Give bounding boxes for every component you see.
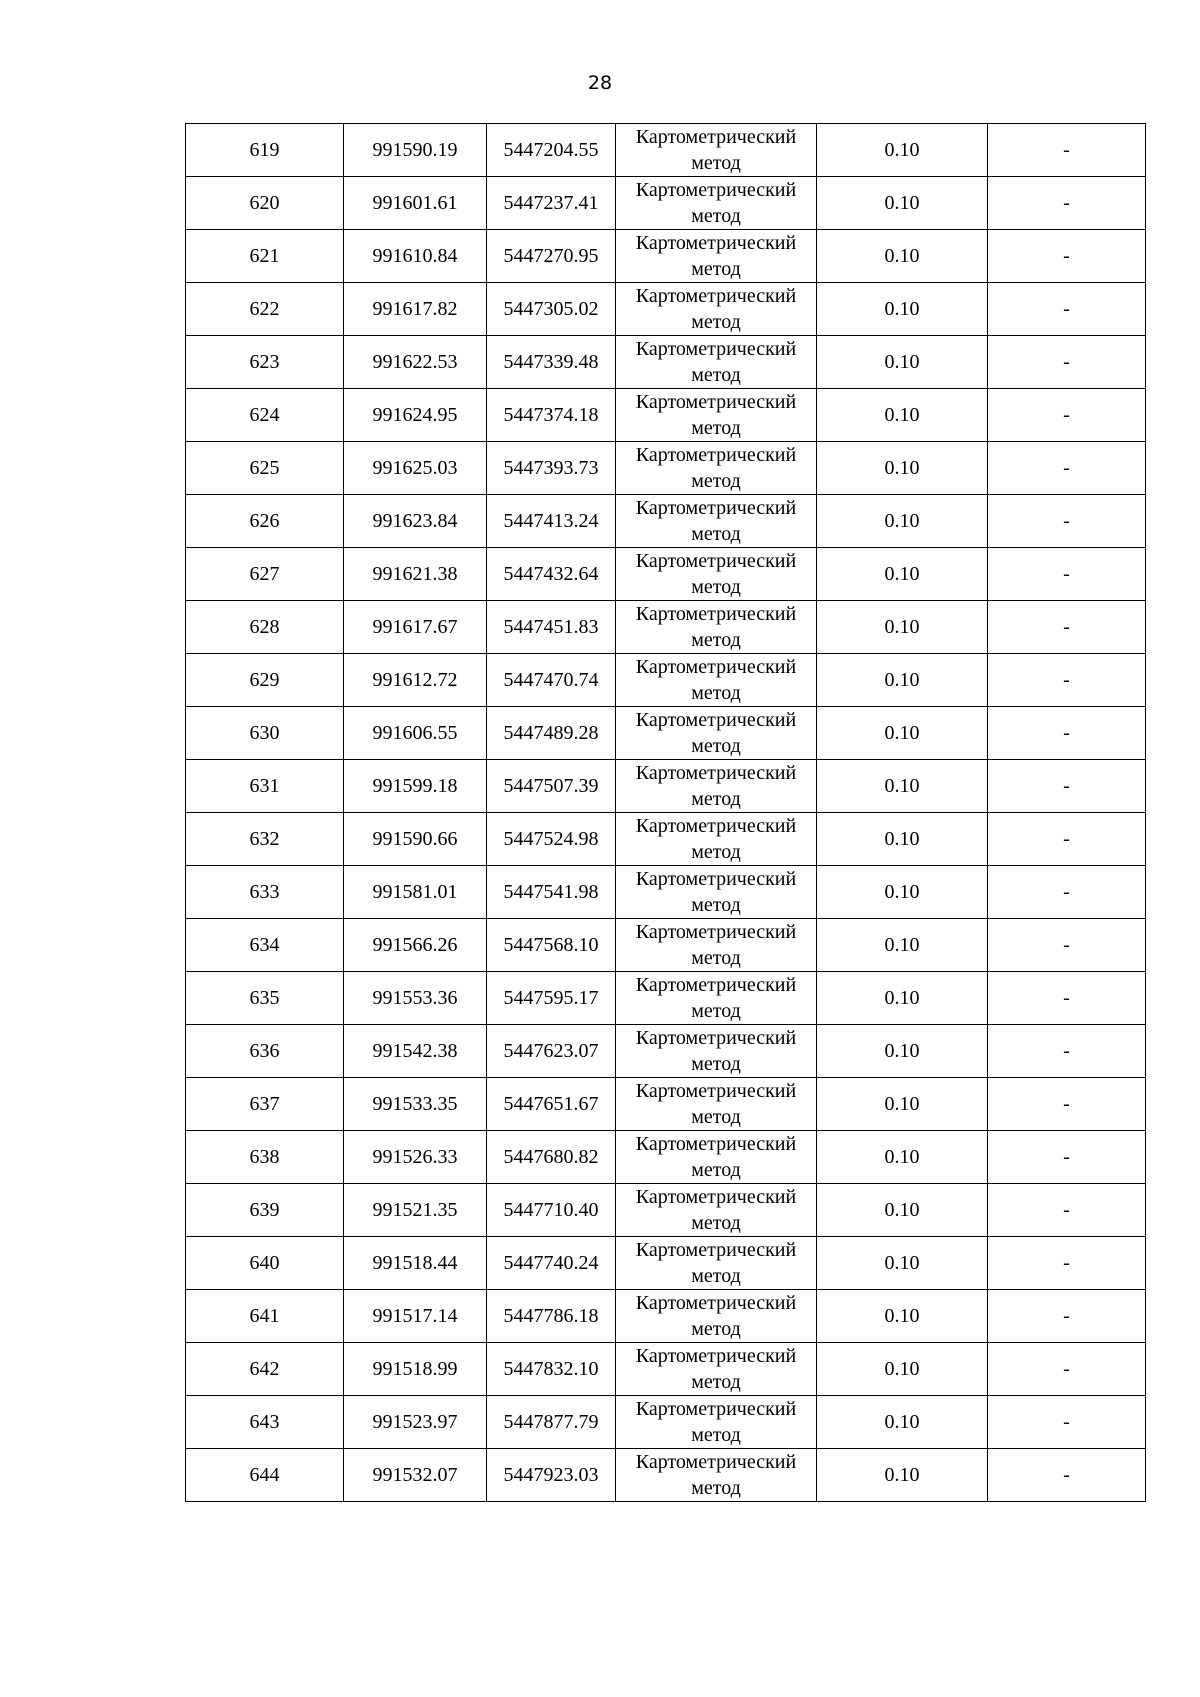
- y-coordinate-cell: 5447305.02: [487, 283, 616, 336]
- table-row: [186, 1396, 1146, 1449]
- y-coordinate-cell: 5447489.28: [487, 707, 616, 760]
- accuracy-cell: 0.10: [817, 972, 988, 1025]
- method-cell: Картометрический метод: [616, 548, 817, 601]
- description-cell: -: [988, 389, 1146, 442]
- y-coordinate-cell: 5447786.18: [487, 1290, 616, 1343]
- description-cell: -: [988, 283, 1146, 336]
- description-cell: -: [988, 548, 1146, 601]
- point-number-cell: 628: [186, 601, 344, 654]
- table-row: [186, 1290, 1146, 1343]
- table-row: [186, 1343, 1146, 1396]
- method-cell: Картометрический метод: [616, 1343, 817, 1396]
- x-coordinate-cell: 991518.44: [344, 1237, 487, 1290]
- table-row: [186, 813, 1146, 866]
- method-cell: Картометрический метод: [616, 230, 817, 283]
- accuracy-cell: 0.10: [817, 919, 988, 972]
- accuracy-cell: 0.10: [817, 442, 988, 495]
- y-coordinate-cell: 5447524.98: [487, 813, 616, 866]
- accuracy-cell: 0.10: [817, 1449, 988, 1502]
- description-cell: -: [988, 442, 1146, 495]
- accuracy-cell: 0.10: [817, 707, 988, 760]
- table-row: [186, 1131, 1146, 1184]
- x-coordinate-cell: 991625.03: [344, 442, 487, 495]
- table-row: [186, 124, 1146, 177]
- point-number-cell: 623: [186, 336, 344, 389]
- method-cell: Картометрический метод: [616, 389, 817, 442]
- y-coordinate-cell: 5447710.40: [487, 1184, 616, 1237]
- point-number-cell: 644: [186, 1449, 344, 1502]
- coordinates-table-body: [186, 124, 1146, 1502]
- table-row: [186, 336, 1146, 389]
- method-cell: Картометрический метод: [616, 601, 817, 654]
- description-cell: -: [988, 230, 1146, 283]
- x-coordinate-cell: 991581.01: [344, 866, 487, 919]
- point-number-cell: 626: [186, 495, 344, 548]
- y-coordinate-cell: 5447413.24: [487, 495, 616, 548]
- method-cell: Картометрический метод: [616, 654, 817, 707]
- y-coordinate-cell: 5447432.64: [487, 548, 616, 601]
- y-coordinate-cell: 5447470.74: [487, 654, 616, 707]
- point-number-cell: 624: [186, 389, 344, 442]
- method-cell: Картометрический метод: [616, 813, 817, 866]
- table-row: [186, 866, 1146, 919]
- description-cell: -: [988, 972, 1146, 1025]
- x-coordinate-cell: 991610.84: [344, 230, 487, 283]
- table-row: [186, 442, 1146, 495]
- table-row: [186, 601, 1146, 654]
- x-coordinate-cell: 991521.35: [344, 1184, 487, 1237]
- description-cell: -: [988, 336, 1146, 389]
- y-coordinate-cell: 5447237.41: [487, 177, 616, 230]
- y-coordinate-cell: 5447595.17: [487, 972, 616, 1025]
- point-number-cell: 634: [186, 919, 344, 972]
- description-cell: -: [988, 919, 1146, 972]
- point-number-cell: 625: [186, 442, 344, 495]
- point-number-cell: 631: [186, 760, 344, 813]
- accuracy-cell: 0.10: [817, 177, 988, 230]
- method-cell: Картометрический метод: [616, 1131, 817, 1184]
- y-coordinate-cell: 5447832.10: [487, 1343, 616, 1396]
- table-row: [186, 760, 1146, 813]
- description-cell: -: [988, 866, 1146, 919]
- point-number-cell: 633: [186, 866, 344, 919]
- description-cell: -: [988, 495, 1146, 548]
- point-number-cell: 642: [186, 1343, 344, 1396]
- point-number-cell: 620: [186, 177, 344, 230]
- point-number-cell: 632: [186, 813, 344, 866]
- page-number: 28: [587, 72, 613, 94]
- description-cell: -: [988, 1184, 1146, 1237]
- table-row: [186, 548, 1146, 601]
- description-cell: -: [988, 601, 1146, 654]
- table-row: [186, 919, 1146, 972]
- point-number-cell: 619: [186, 124, 344, 177]
- x-coordinate-cell: 991566.26: [344, 919, 487, 972]
- accuracy-cell: 0.10: [817, 230, 988, 283]
- point-number-cell: 638: [186, 1131, 344, 1184]
- accuracy-cell: 0.10: [817, 1237, 988, 1290]
- method-cell: Картометрический метод: [616, 972, 817, 1025]
- table-row: [186, 1184, 1146, 1237]
- x-coordinate-cell: 991612.72: [344, 654, 487, 707]
- table-row: [186, 177, 1146, 230]
- accuracy-cell: 0.10: [817, 548, 988, 601]
- description-cell: -: [988, 1131, 1146, 1184]
- description-cell: -: [988, 760, 1146, 813]
- y-coordinate-cell: 5447507.39: [487, 760, 616, 813]
- x-coordinate-cell: 991553.36: [344, 972, 487, 1025]
- coordinates-table: [185, 123, 1146, 1502]
- method-cell: Картометрический метод: [616, 707, 817, 760]
- x-coordinate-cell: 991542.38: [344, 1025, 487, 1078]
- x-coordinate-cell: 991532.07: [344, 1449, 487, 1502]
- x-coordinate-cell: 991599.18: [344, 760, 487, 813]
- accuracy-cell: 0.10: [817, 760, 988, 813]
- table-row: [186, 654, 1146, 707]
- description-cell: -: [988, 1343, 1146, 1396]
- method-cell: Картометрический метод: [616, 283, 817, 336]
- accuracy-cell: 0.10: [817, 866, 988, 919]
- accuracy-cell: 0.10: [817, 1078, 988, 1131]
- accuracy-cell: 0.10: [817, 1131, 988, 1184]
- point-number-cell: 640: [186, 1237, 344, 1290]
- x-coordinate-cell: 991606.55: [344, 707, 487, 760]
- method-cell: Картометрический метод: [616, 760, 817, 813]
- x-coordinate-cell: 991623.84: [344, 495, 487, 548]
- table-row: [186, 972, 1146, 1025]
- accuracy-cell: 0.10: [817, 495, 988, 548]
- description-cell: -: [988, 707, 1146, 760]
- y-coordinate-cell: 5447451.83: [487, 601, 616, 654]
- accuracy-cell: 0.10: [817, 654, 988, 707]
- y-coordinate-cell: 5447374.18: [487, 389, 616, 442]
- method-cell: Картометрический метод: [616, 1025, 817, 1078]
- description-cell: -: [988, 124, 1146, 177]
- point-number-cell: 621: [186, 230, 344, 283]
- table-row: [186, 230, 1146, 283]
- x-coordinate-cell: 991517.14: [344, 1290, 487, 1343]
- description-cell: -: [988, 813, 1146, 866]
- y-coordinate-cell: 5447923.03: [487, 1449, 616, 1502]
- method-cell: Картометрический метод: [616, 442, 817, 495]
- x-coordinate-cell: 991617.67: [344, 601, 487, 654]
- point-number-cell: 643: [186, 1396, 344, 1449]
- table-row: [186, 389, 1146, 442]
- x-coordinate-cell: 991590.19: [344, 124, 487, 177]
- table-row: [186, 1025, 1146, 1078]
- description-cell: -: [988, 1396, 1146, 1449]
- method-cell: Картометрический метод: [616, 866, 817, 919]
- accuracy-cell: 0.10: [817, 601, 988, 654]
- point-number-cell: 641: [186, 1290, 344, 1343]
- accuracy-cell: 0.10: [817, 813, 988, 866]
- method-cell: Картометрический метод: [616, 1449, 817, 1502]
- y-coordinate-cell: 5447623.07: [487, 1025, 616, 1078]
- accuracy-cell: 0.10: [817, 1343, 988, 1396]
- accuracy-cell: 0.10: [817, 1396, 988, 1449]
- method-cell: Картометрический метод: [616, 1184, 817, 1237]
- table-row: [186, 707, 1146, 760]
- x-coordinate-cell: 991617.82: [344, 283, 487, 336]
- y-coordinate-cell: 5447877.79: [487, 1396, 616, 1449]
- method-cell: Картометрический метод: [616, 1237, 817, 1290]
- x-coordinate-cell: 991526.33: [344, 1131, 487, 1184]
- description-cell: -: [988, 654, 1146, 707]
- x-coordinate-cell: 991622.53: [344, 336, 487, 389]
- point-number-cell: 622: [186, 283, 344, 336]
- description-cell: -: [988, 1078, 1146, 1131]
- x-coordinate-cell: 991601.61: [344, 177, 487, 230]
- y-coordinate-cell: 5447204.55: [487, 124, 616, 177]
- accuracy-cell: 0.10: [817, 1290, 988, 1343]
- accuracy-cell: 0.10: [817, 1025, 988, 1078]
- y-coordinate-cell: 5447740.24: [487, 1237, 616, 1290]
- description-cell: -: [988, 1237, 1146, 1290]
- x-coordinate-cell: 991624.95: [344, 389, 487, 442]
- accuracy-cell: 0.10: [817, 1184, 988, 1237]
- accuracy-cell: 0.10: [817, 336, 988, 389]
- method-cell: Картометрический метод: [616, 177, 817, 230]
- method-cell: Картометрический метод: [616, 124, 817, 177]
- point-number-cell: 630: [186, 707, 344, 760]
- y-coordinate-cell: 5447568.10: [487, 919, 616, 972]
- method-cell: Картометрический метод: [616, 1396, 817, 1449]
- y-coordinate-cell: 5447541.98: [487, 866, 616, 919]
- x-coordinate-cell: 991518.99: [344, 1343, 487, 1396]
- point-number-cell: 637: [186, 1078, 344, 1131]
- y-coordinate-cell: 5447393.73: [487, 442, 616, 495]
- description-cell: -: [988, 1449, 1146, 1502]
- point-number-cell: 636: [186, 1025, 344, 1078]
- table-row: [186, 1449, 1146, 1502]
- x-coordinate-cell: 991621.38: [344, 548, 487, 601]
- accuracy-cell: 0.10: [817, 283, 988, 336]
- table-row: [186, 1078, 1146, 1131]
- y-coordinate-cell: 5447339.48: [487, 336, 616, 389]
- y-coordinate-cell: 5447651.67: [487, 1078, 616, 1131]
- y-coordinate-cell: 5447680.82: [487, 1131, 616, 1184]
- accuracy-cell: 0.10: [817, 124, 988, 177]
- accuracy-cell: 0.10: [817, 389, 988, 442]
- method-cell: Картометрический метод: [616, 336, 817, 389]
- point-number-cell: 627: [186, 548, 344, 601]
- table-row: [186, 283, 1146, 336]
- x-coordinate-cell: 991590.66: [344, 813, 487, 866]
- method-cell: Картометрический метод: [616, 1078, 817, 1131]
- method-cell: Картометрический метод: [616, 919, 817, 972]
- method-cell: Картометрический метод: [616, 1290, 817, 1343]
- description-cell: -: [988, 1290, 1146, 1343]
- x-coordinate-cell: 991523.97: [344, 1396, 487, 1449]
- table-row: [186, 1237, 1146, 1290]
- method-cell: Картометрический метод: [616, 495, 817, 548]
- point-number-cell: 635: [186, 972, 344, 1025]
- point-number-cell: 629: [186, 654, 344, 707]
- y-coordinate-cell: 5447270.95: [487, 230, 616, 283]
- description-cell: -: [988, 177, 1146, 230]
- description-cell: -: [988, 1025, 1146, 1078]
- x-coordinate-cell: 991533.35: [344, 1078, 487, 1131]
- point-number-cell: 639: [186, 1184, 344, 1237]
- table-row: [186, 495, 1146, 548]
